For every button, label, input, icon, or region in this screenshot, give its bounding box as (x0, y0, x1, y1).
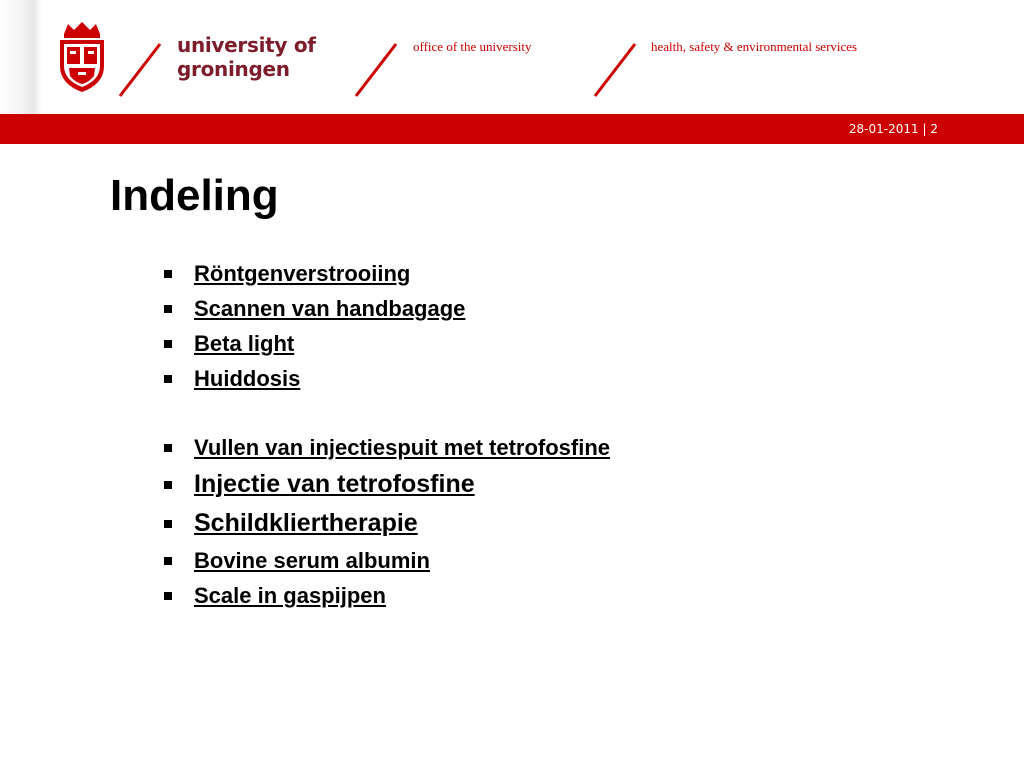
header-slash-divider (352, 40, 402, 100)
university-crest-icon (54, 20, 110, 96)
agenda-link[interactable]: Scannen van handbagage (194, 296, 466, 321)
bullet-square-icon (164, 305, 172, 313)
university-name-line2: groningen (177, 57, 290, 81)
agenda-link[interactable]: Beta light (194, 331, 295, 356)
agenda-link[interactable]: Röntgenverstrooiing (194, 261, 411, 286)
list-item (160, 326, 610, 361)
list-item (160, 430, 610, 465)
agenda-link[interactable]: Scale in gaspijpen (194, 583, 386, 608)
slide-page-number: 2 (930, 122, 938, 136)
bullet-square-icon (164, 520, 172, 528)
bullet-square-icon (164, 444, 172, 452)
header-slash-divider (591, 40, 641, 100)
left-edge-shading (0, 0, 42, 116)
bullet-square-icon (164, 340, 172, 348)
list-item (160, 543, 610, 578)
office-label: office of the university (413, 39, 532, 54)
agenda-link[interactable]: Huiddosis (194, 366, 301, 391)
bullet-square-icon (164, 375, 172, 383)
slide-separator: | (922, 122, 927, 136)
agenda-link[interactable]: Bovine serum albumin (194, 548, 430, 573)
list-item (160, 578, 610, 613)
agenda-link[interactable]: Schildkliertherapie (194, 509, 418, 537)
bullet-square-icon (164, 592, 172, 600)
list-item (160, 504, 610, 543)
bullet-square-icon (164, 557, 172, 565)
university-name (177, 33, 316, 81)
agenda-link[interactable]: Vullen van injectiespuit met tetrofosfine (194, 435, 611, 460)
list-item (160, 361, 610, 396)
agenda-list (160, 256, 610, 613)
header-red-bar (0, 114, 1024, 144)
department-label: health, safety & environmental services (651, 39, 858, 54)
bullet-square-icon (164, 270, 172, 278)
slide-title: Indeling (110, 171, 279, 220)
list-item (160, 256, 610, 291)
slide-date: 28-01-2011 (848, 122, 919, 136)
header-slash-divider (116, 40, 166, 100)
bullet-square-icon (164, 481, 172, 489)
list-item (160, 465, 610, 504)
agenda-link[interactable]: Injectie van tetrofosfine (194, 470, 475, 498)
slide-info (849, 122, 938, 136)
list-item (160, 291, 610, 326)
university-name-line1: university of (177, 33, 316, 57)
